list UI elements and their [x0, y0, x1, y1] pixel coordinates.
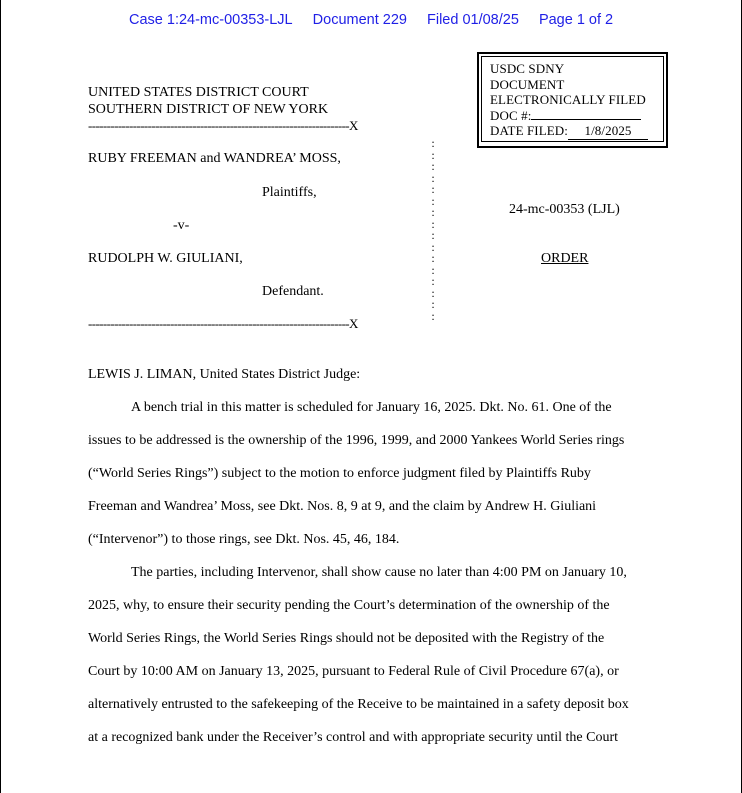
- caption-colon-column: : : : : : : : : : : : : : : : :: [431, 136, 435, 323]
- plaintiffs-names: RUBY FREEMAN and WANDREA’ MOSS,: [88, 151, 341, 166]
- document-number-header: Document 229: [312, 12, 407, 28]
- stamp-date-value: 1/8/2025: [568, 123, 648, 140]
- court-name-line2: SOUTHERN DISTRICT OF NEW YORK: [88, 102, 329, 117]
- caption-separator-top: ----------------------------------------------------------------------X: [88, 118, 358, 133]
- stamp-document: DOCUMENT: [490, 76, 565, 92]
- stamp-court: USDC SDNY: [490, 61, 565, 76]
- versus: -v-: [173, 218, 190, 233]
- stamp-date-filed: [490, 123, 663, 140]
- defendant-label: Defendant.: [262, 284, 324, 299]
- body-line: The parties, including Intervenor, shall show cause no later than 4:00 PM on January 10,: [131, 565, 627, 580]
- body-line: 2025, why, to ensure their security pending the Court’s determination of the ownership of the: [88, 598, 610, 613]
- page-edge-left: [0, 0, 1, 793]
- body-line: alternatively entrusted to the safekeeping of the Receive to be maintained in a safety deposit box: [88, 697, 629, 712]
- stamp-doc-blank: [531, 119, 641, 120]
- page-count-header: Page 1 of 2: [538, 12, 614, 28]
- court-name-line1: UNITED STATES DISTRICT COURT: [88, 85, 309, 100]
- stamp-doc-number: [490, 108, 663, 124]
- filed-stamp-box: [477, 52, 668, 148]
- defendant-name: RUDOLPH W. GIULIANI,: [88, 251, 243, 266]
- stamp-date-label: DATE FILED:: [490, 123, 569, 138]
- body-line: issues to be addressed is the ownership of the 1996, 1999, and 2000 Yankees World Series rings: [88, 433, 625, 448]
- filed-date-header: Filed 01/08/25: [427, 12, 519, 28]
- body-line: Freeman and Wandrea’ Moss, see Dkt. Nos. 8, 9 at 9, and the claim by Andrew H. Giuliani: [88, 499, 597, 514]
- body-line: A bench trial in this matter is scheduled for January 16, 2025. Dkt. No. 61. One of the: [131, 400, 612, 415]
- document-title: ORDER: [541, 251, 589, 266]
- body-line: at a recognized bank under the Receiver’s control and with appropriate security until the Court: [88, 730, 619, 745]
- plaintiffs-label: Plaintiffs,: [262, 185, 317, 200]
- body-line: (“World Series Rings”) subject to the motion to enforce judgment filed by Plaintiffs Ruby: [88, 466, 591, 481]
- body-line: World Series Rings, the World Series Rings should not be deposited with the Registry of the: [88, 631, 605, 646]
- body-line: Court by 10:00 AM on January 13, 2025, pursuant to Federal Rule of Civil Procedure 67(a), or: [88, 664, 619, 679]
- judge-line: LEWIS J. LIMAN, United States District Judge:: [88, 367, 361, 382]
- docket-number: 24-mc-00353 (LJL): [509, 202, 620, 217]
- caption-separator-bottom: ----------------------------------------------------------------------X: [88, 316, 358, 331]
- stamp-electronically-filed: ELECTRONICALLY FILED: [490, 92, 646, 107]
- stamp-doc-label: DOC #:: [490, 107, 532, 123]
- case-number-header: Case 1:24-mc-00353-LJL: [129, 12, 293, 28]
- body-line: (“Intervenor”) to those rings, see Dkt. Nos. 45, 46, 184.: [88, 532, 400, 547]
- ecf-header: [129, 12, 629, 28]
